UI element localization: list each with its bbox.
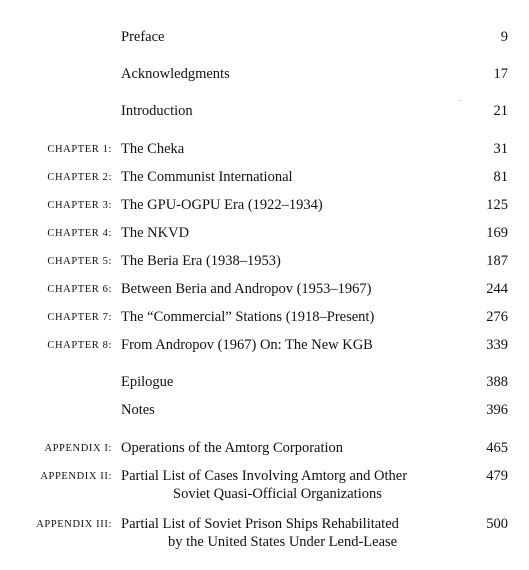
entry-page-number: 31 [493,141,508,157]
entry-title: Operations of the Amtorg Corporation [121,440,344,456]
entry-title: The “Commercial” Stations (1918–Present) [121,309,375,325]
entry-title: Introduction [121,103,193,119]
entry-title: The NKVD [121,225,190,241]
entry-title: From Andropov (1967) On: The New KGB [121,337,373,353]
entry-page-number: 9 [500,29,508,45]
entry-title-line-1: Partial List of Cases Involving Amtorg and Other [121,468,408,484]
entry-page-number: 244 [486,281,508,297]
entry-page-number: 396 [486,402,508,418]
chapter-label: CHAPTER 3: [47,200,112,211]
entry-page-number: 388 [486,374,508,390]
entry-page-number: 479 [486,468,508,484]
entry-title: The Cheka [121,141,185,157]
entry-title-line-2: by the United States Under Lend-Lease [168,534,398,550]
entry-title: Notes [121,402,155,418]
entry-page-number: 169 [486,225,508,241]
entry-page-number: 276 [486,309,508,325]
entry-title-line-2: Soviet Quasi-Official Organizations [173,486,382,502]
entry-title [121,515,469,551]
chapter-label: CHAPTER 6: [47,284,112,295]
entry-page-number: 500 [486,516,508,532]
appendix-label: APPENDIX I: [44,443,112,454]
entry-title: Preface [121,29,165,45]
entry-title: The GPU-OGPU Era (1922–1934) [121,197,323,213]
entry-page-number: 17 [493,66,508,82]
entry-title-line-1: Partial List of Soviet Prison Ships Rehabilitated [121,516,399,532]
entry-title: The Communist International [121,169,293,185]
entry-page-number: 465 [486,440,508,456]
entry-title: Between Beria and Andropov (1953–1967) [121,281,372,297]
entry-page-number: 21 [493,103,508,119]
entry-page-number: 125 [486,197,508,213]
chapter-label: CHAPTER 8: [47,340,112,351]
chapter-label: CHAPTER 4: [47,228,112,239]
chapter-label: CHAPTER 2: [47,172,112,183]
entry-title [121,467,469,503]
chapter-label: CHAPTER 1: [47,144,112,155]
appendix-label: APPENDIX III: [36,519,112,530]
chapter-label: CHAPTER 5: [47,256,112,267]
entry-page-number: 81 [493,169,508,185]
appendix-label: APPENDIX II: [40,471,112,482]
entry-page-number: 187 [486,253,508,269]
entry-title: Epilogue [121,374,174,390]
entry-page-number: 339 [486,337,508,353]
scan-speck [460,100,461,101]
chapter-label: CHAPTER 7: [47,312,112,323]
entry-title: Acknowledgments [121,66,230,82]
entry-title: The Beria Era (1938–1953) [121,253,281,269]
